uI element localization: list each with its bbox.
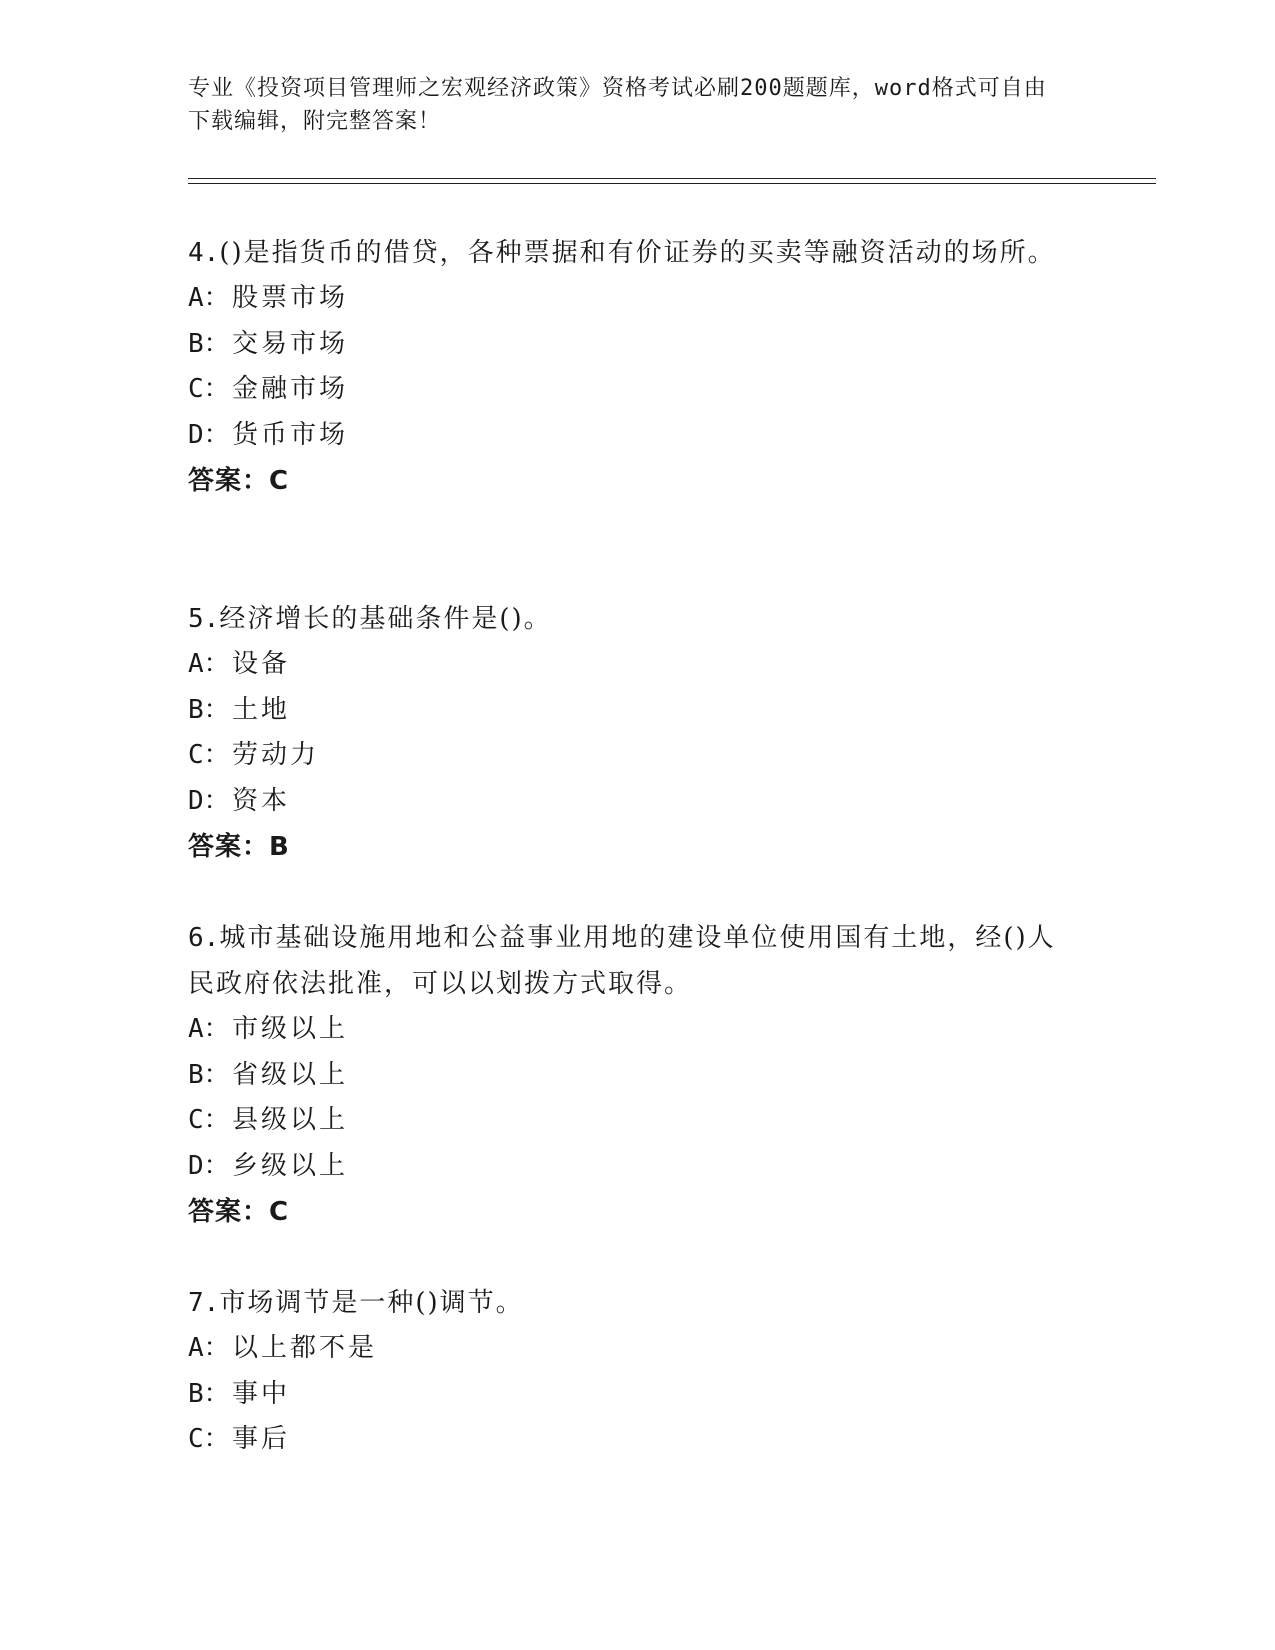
option-letter: A： (188, 649, 230, 679)
option-d (188, 1144, 1068, 1190)
option-a (188, 1007, 1068, 1053)
question-number: 4. (188, 238, 220, 268)
option-a (188, 276, 1068, 322)
option-d (188, 413, 1068, 459)
option-letter: B： (188, 1378, 230, 1409)
option-text: 乡级以上 (232, 1150, 349, 1181)
option-text: 土地 (232, 694, 291, 725)
question-number: 7. (188, 1288, 220, 1318)
question-7 (188, 1280, 1068, 1463)
answer-label: 答案：C (188, 466, 290, 496)
option-a (188, 642, 1068, 688)
option-text: 金融市场 (232, 374, 349, 404)
option-b (188, 688, 1068, 734)
option-letter: A： (188, 283, 230, 313)
option-b (188, 1372, 1068, 1418)
header-divider-top (188, 178, 1156, 179)
option-text: 交易市场 (232, 328, 349, 359)
option-letter: C： (188, 1424, 230, 1454)
question-text (188, 1280, 1068, 1326)
option-d (188, 779, 1068, 825)
option-letter: A： (188, 1333, 230, 1363)
question-body: 城市基础设施用地和公益事业用地的建设单位使用国有土地，经()人民政府依法批准，可以以划拨方式取得。 (188, 923, 1056, 999)
question-6 (188, 915, 1068, 1235)
option-letter: D： (188, 785, 230, 816)
option-letter: C： (188, 740, 230, 770)
option-text: 事中 (232, 1378, 291, 1409)
option-text: 资本 (232, 785, 291, 816)
option-letter: D： (188, 419, 230, 450)
question-5 (188, 596, 1068, 870)
question-text (188, 230, 1068, 276)
option-text: 以上都不是 (232, 1333, 378, 1363)
option-letter: B： (188, 694, 230, 725)
option-text: 县级以上 (232, 1105, 349, 1135)
answer-label: 答案：B (188, 832, 290, 862)
question-body: 市场调节是一种()调节。 (219, 1288, 524, 1318)
option-text: 货币市场 (232, 419, 349, 450)
option-c (188, 367, 1068, 413)
header-divider-bottom (188, 183, 1156, 184)
option-text: 设备 (232, 649, 291, 679)
option-text: 省级以上 (232, 1059, 349, 1090)
option-letter: D： (188, 1150, 230, 1181)
option-c (188, 1098, 1068, 1144)
option-text: 事后 (232, 1424, 291, 1454)
question-body: 经济增长的基础条件是()。 (219, 604, 552, 634)
option-letter: C： (188, 374, 230, 404)
option-letter: B： (188, 1059, 230, 1090)
question-number: 6. (188, 923, 220, 953)
option-a (188, 1326, 1068, 1372)
option-text: 股票市场 (232, 283, 349, 313)
option-text: 劳动力 (232, 740, 320, 770)
question-4 (188, 230, 1068, 504)
question-text (188, 596, 1068, 642)
option-c (188, 1417, 1068, 1463)
document-header: 专业《投资项目管理师之宏观经济政策》资格考试必刷200题题库，word格式可自由下载编辑，附完整答案！ (188, 76, 1047, 134)
option-letter: A： (188, 1014, 230, 1044)
option-letter: B： (188, 328, 230, 359)
question-text (188, 915, 1068, 1007)
question-number: 5. (188, 604, 220, 634)
option-c (188, 733, 1068, 779)
answer-label: 答案：C (188, 1197, 290, 1227)
option-b (188, 1053, 1068, 1099)
option-text: 市级以上 (232, 1014, 349, 1044)
option-b (188, 322, 1068, 368)
option-letter: C： (188, 1105, 230, 1135)
question-body: ()是指货币的借贷，各种票据和有价证券的买卖等融资活动的场所。 (219, 238, 1056, 268)
